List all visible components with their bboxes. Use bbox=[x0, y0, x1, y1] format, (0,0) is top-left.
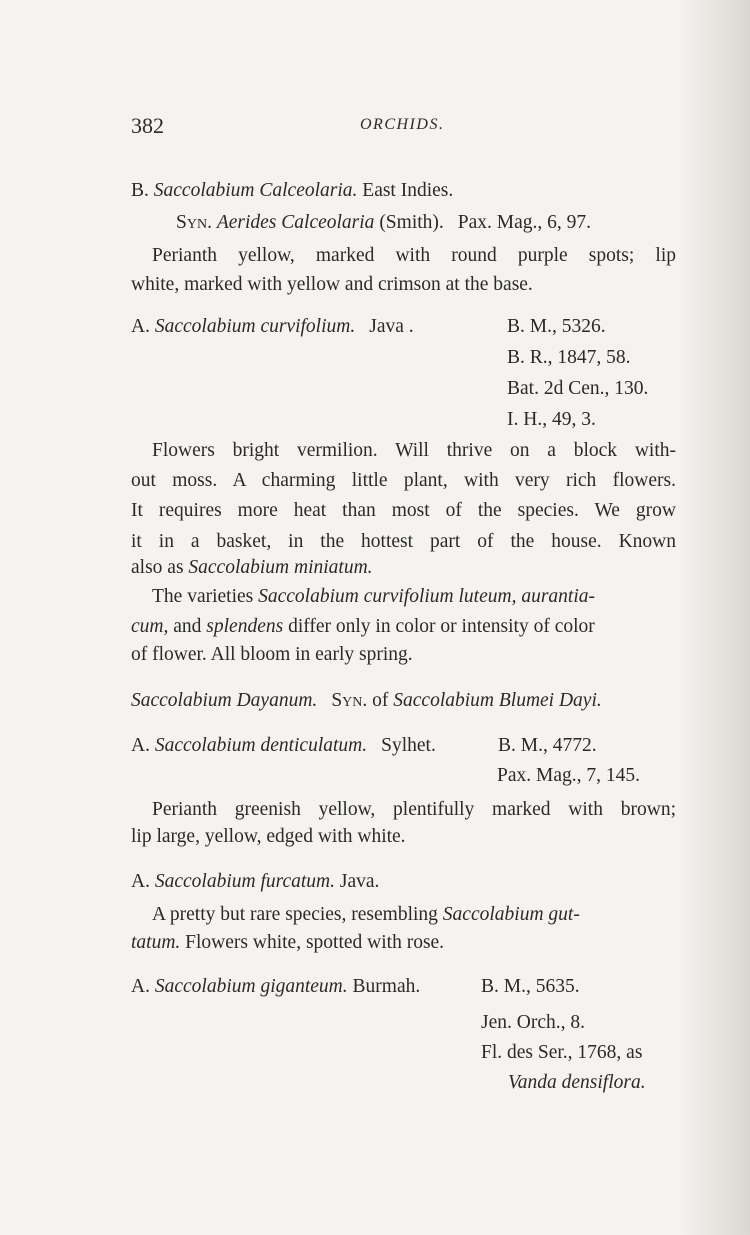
entry-heading: A. Saccolabium giganteum. Burmah. bbox=[131, 976, 421, 997]
page-edge-shadow bbox=[680, 0, 750, 1235]
varieties-line: of flower. All bloom in early spring. bbox=[131, 644, 413, 665]
varieties-line: The varieties Saccolabium curvifolium luteum, aurantia- bbox=[152, 586, 595, 607]
description-line: tatum. Flowers white, spotted with rose. bbox=[131, 932, 445, 953]
entry-heading: A. Saccolabium denticulatum. Sylhet. bbox=[131, 735, 436, 756]
entry-heading: Saccolabium Dayanum. Syn. of Saccolabium Blumei Dayi. bbox=[131, 690, 602, 711]
reference: Bat. 2d Cen., 130. bbox=[507, 378, 649, 399]
entry-heading: A. Saccolabium furcatum. Java. bbox=[131, 871, 380, 892]
description-line: out moss. A charming little plant, with very rich flowers. bbox=[131, 470, 676, 491]
reference: I. H., 49, 3. bbox=[507, 409, 596, 430]
reference: B. M., 5635. bbox=[481, 976, 580, 997]
reference: Pax. Mag., 7, 145. bbox=[497, 765, 640, 786]
description-line: It requires more heat than most of the species. We grow bbox=[131, 500, 676, 521]
description-line: lip large, yellow, edged with white. bbox=[131, 826, 406, 847]
reference: B. R., 1847, 58. bbox=[507, 347, 631, 368]
description-line: Flowers bright vermilion. Will thrive on a block with- bbox=[152, 440, 676, 461]
description-line: also as Saccolabium miniatum. bbox=[131, 557, 373, 578]
reference: B. M., 5326. bbox=[507, 316, 606, 337]
synonym-line: Syn. Aerides Calceolaria (Smith). Pax. Mag., 6, 97. bbox=[176, 212, 592, 233]
description-line: Perianth yellow, marked with round purple spots; lip bbox=[152, 245, 676, 266]
page-header bbox=[0, 113, 750, 143]
entry-heading: A. Saccolabium curvifolium. Java . bbox=[131, 316, 414, 337]
reference: Vanda densiflora. bbox=[508, 1072, 646, 1093]
description-line: white, marked with yellow and crimson at the base. bbox=[131, 274, 533, 295]
varieties-line: cum, and splendens differ only in color or intensity of color bbox=[131, 616, 595, 637]
reference: Fl. des Ser., 1768, as bbox=[481, 1042, 643, 1063]
running-head: ORCHIDS. bbox=[360, 116, 445, 133]
description-line: Perianth greenish yellow, plentifully marked with brown; bbox=[152, 799, 676, 820]
description-line: it in a basket, in the hottest part of the house. Known bbox=[131, 531, 676, 552]
description-line: A pretty but rare species, resembling Saccolabium gut- bbox=[152, 904, 580, 925]
reference: B. M., 4772. bbox=[498, 735, 597, 756]
entry-heading: B. Saccolabium Calceolaria. East Indies. bbox=[131, 180, 454, 201]
reference: Jen. Orch., 8. bbox=[481, 1012, 585, 1033]
page-number: 382 bbox=[131, 113, 164, 138]
